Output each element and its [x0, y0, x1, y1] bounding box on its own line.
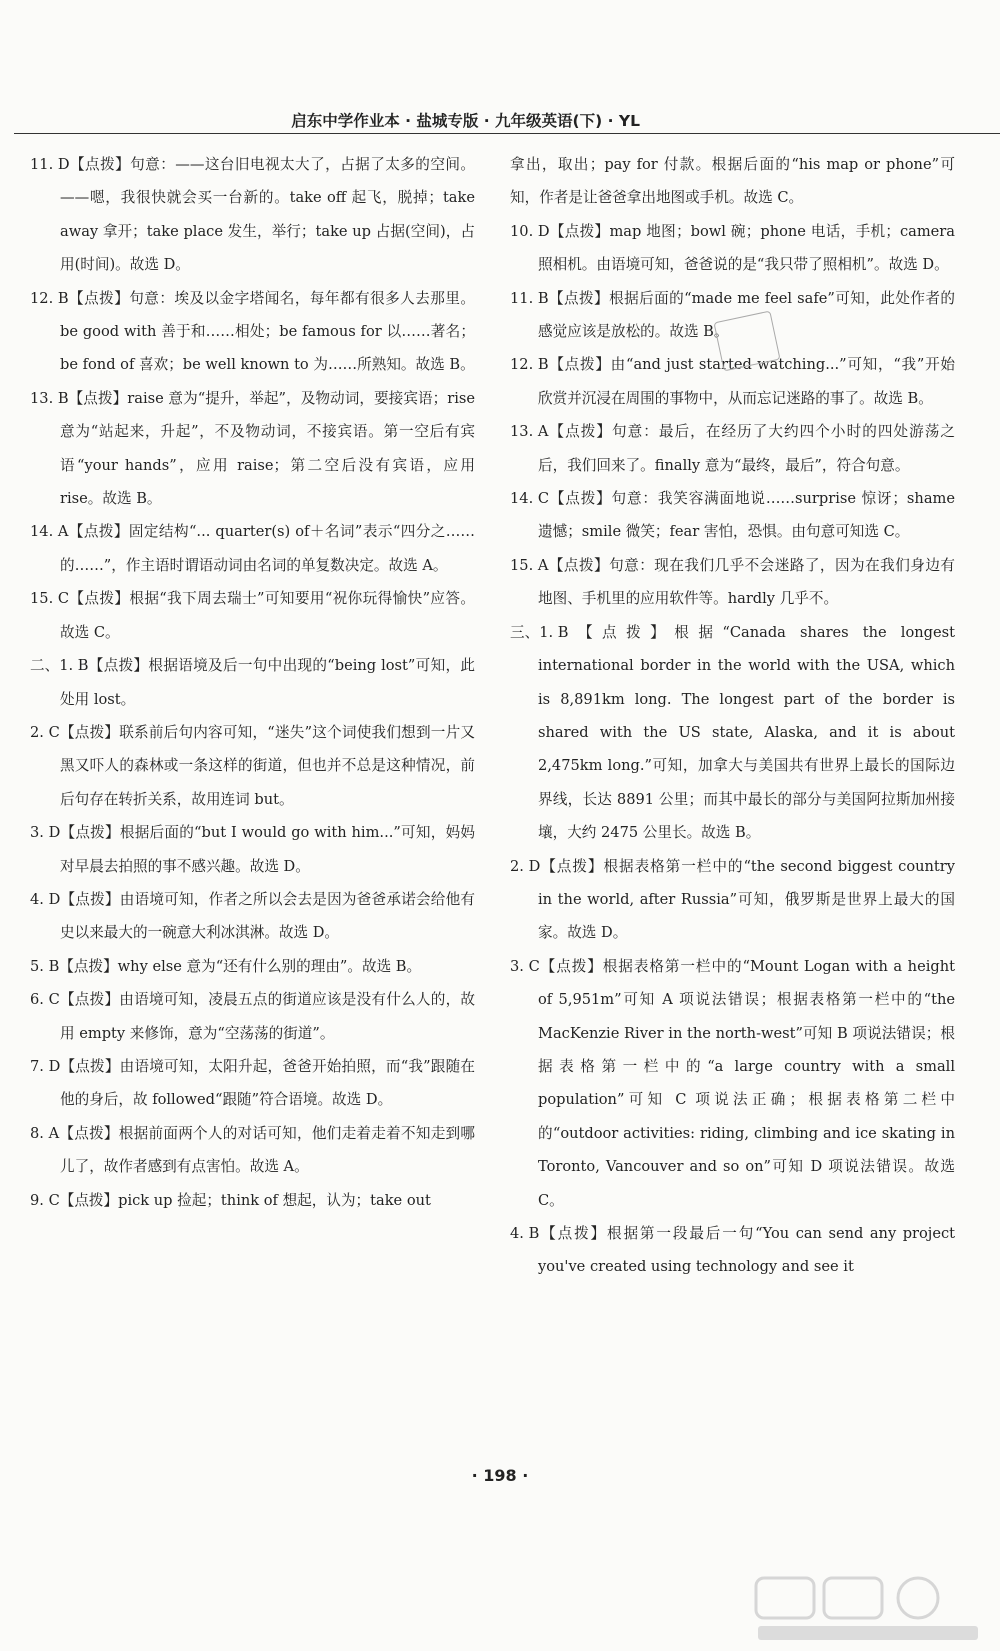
- answer-item: [510, 215, 955, 282]
- answer-text: 【点拨】根据语境及后一句中出现的“being lost”可知，此处用 lost。: [60, 657, 475, 708]
- answer-item: [510, 549, 955, 616]
- answer-number: 二、1. B: [30, 657, 89, 675]
- answer-number: 15. A: [510, 556, 549, 574]
- answer-item: [510, 148, 955, 215]
- answer-number: 14. C: [510, 490, 550, 508]
- answer-item: [30, 1184, 475, 1217]
- answer-item: [510, 950, 955, 1217]
- answer-text: 【点拨】由语境可知，作者之所以会去是因为爸爸承诺会给他有史以来最大的一碗意大利冰淇淋。故选 D。: [60, 890, 475, 942]
- answer-item: [510, 1217, 955, 1284]
- answer-text: 【点拨】根据后面的“made me feel safe”可知，此处作者的感觉应该是放松的。故选 B。: [538, 289, 955, 341]
- answer-number: 14. A: [30, 523, 69, 541]
- answer-number: 3. C: [510, 957, 540, 975]
- answer-text: 【点拨】根据表格第一栏中的“the second biggest country in the world, after Russia”可知，俄罗斯是世界上最大的国家。故选 D。: [538, 857, 955, 942]
- answer-number: 9. C: [30, 1191, 60, 1209]
- answer-number: 4. B: [510, 1225, 540, 1242]
- answer-text: 【点拨】句意：我笑容满面地说……surprise 惊讶；shame 遗憾；smile 微笑；fear 害怕，恐惧。由句意可知选 C。: [538, 490, 955, 541]
- answer-text: 【点拨】根据表格第一栏中的“Mount Logan with a height of 5,951m”可知 A 项说法错误；根据表格第一栏中的“the MacKenzie River in the north-west”可知 B 项说法错误；根据表格第一栏中的“a large country with a small population”可知 C 项说法正确；根据表格第二栏中的“outdoor activities: riding, climbing and ice skating in Toronto, Vancouver and so on”可知 D 项说法错误。故选 C。: [538, 957, 955, 1209]
- answer-item: [30, 1050, 475, 1117]
- answer-item: [510, 415, 955, 482]
- answer-item: [30, 382, 475, 516]
- answer-text: 【点拨】pick up 捡起；think of 想起，认为；take out: [59, 1191, 431, 1209]
- answer-item: [30, 983, 475, 1050]
- answer-text: 【点拨】句意：埃及以金字塔闻名，每年都有很多人去那里。be good with 善于和……相处；be famous for 以……著名；be fond of 喜欢；be well known to 为……所熟知。故选 B。: [60, 289, 475, 374]
- answer-text: 【点拨】根据“Canada shares the longest international border in the world with the USA, which is 8,891km long. The longest part of the border is shared with the US state, Alaska, and it is about 2,475km long.”可知，加拿大与美国共有世界上最长的国际边界线，长达 8891 公里；而其中最长的部分与美国阿拉斯加州接壤，大约 2475 公里长。故选 B。: [538, 623, 955, 842]
- answer-text: 【点拨】根据前面两个人的对话可知，他们走着走着不知走到哪儿了，故作者感到有点害怕。故选 A。: [59, 1124, 475, 1176]
- answer-text: 【点拨】联系前后句内容可知，“迷失”这个词使我们想到一片又黑又吓人的森林或一条这样的街道，但也并不总是这种情况，前后句存在转折关系，故用连词 but。: [59, 723, 475, 808]
- answer-text: 【点拨】句意：最后，在经历了大约四个小时的四处游荡之后，我们回来了。finally 意为“最终，最后”，符合句意。: [538, 423, 955, 474]
- answer-number: 8. A: [30, 1124, 60, 1142]
- answer-item: [30, 582, 475, 649]
- answer-text: 【点拨】根据第一段最后一句“You can send any project you've created using technology and see it: [538, 1225, 955, 1276]
- answer-number: 2. D: [510, 857, 541, 875]
- answer-item: [510, 482, 955, 549]
- answer-item: [30, 816, 475, 883]
- page-number: · 198 ·: [471, 1466, 529, 1485]
- answer-number: 3. D: [30, 824, 61, 842]
- page-header: 启东中学作业本 · 盐城专版 · 九年级英语(下) · YL: [14, 108, 1000, 134]
- answer-number: 12. B: [510, 356, 549, 374]
- answer-item: [510, 850, 955, 950]
- answer-number: 7. D: [30, 1057, 61, 1075]
- answer-item: [30, 1117, 475, 1184]
- answer-number: 11. D: [30, 156, 70, 173]
- answer-text: 【点拨】根据“我下周去瑞士”可知要用“祝你玩得愉快”应答。故选 C。: [60, 590, 475, 641]
- answer-number: 5. B: [30, 957, 60, 975]
- answer-item: [30, 148, 475, 282]
- answer-item: [510, 616, 955, 850]
- answer-text: 【点拨】由语境可知，太阳升起，爸爸开始拍照，而“我”跟随在他的身后，故 followed“跟随”符合语境。故选 D。: [60, 1057, 475, 1109]
- answer-text: 【点拨】why else 意为“还有什么别的理由”。故选 B。: [59, 957, 422, 975]
- answer-text: 【点拨】map 地图；bowl 碗；phone 电话，手机；camera 照相机。由语境可知，爸爸说的是“我只带了照相机”。故选 D。: [538, 222, 955, 274]
- answer-item: [30, 950, 475, 983]
- answer-text: 【点拨】由语境可知，凌晨五点的街道应该是没有什么人的，故用 empty 来修饰，意为“空荡荡的街道”。: [59, 991, 475, 1042]
- left-column: [30, 148, 475, 1217]
- answer-item: [30, 883, 475, 950]
- answer-number: 三、1. B: [510, 623, 569, 641]
- watermark-logo: [748, 1574, 988, 1644]
- answer-number: 10. D: [510, 222, 550, 240]
- answer-text: 【点拨】由“and just started watching...”可知，“我”开始欣赏并沉浸在周围的事物中，从而忘记迷路的事了。故选 B。: [538, 356, 955, 407]
- answer-text: 【点拨】raise 意为“提升，举起”，及物动词，要接宾语；rise 意为“站起来，升起”，不及物动词，不接宾语。第一空后有宾语“your hands”，应用 raise；第二空后没有宾语，应用 rise。故选 B。: [60, 389, 475, 508]
- answer-text: 【点拨】句意：——这台旧电视太大了，占据了太多的空间。——嗯，我很快就会买一台新的。take off 起飞，脱掉；take away 拿开；take place 发生，举行；take up 占据(空间)，占用(时间)。故选 D。: [60, 156, 475, 274]
- answer-number: 11. B: [510, 289, 549, 307]
- answer-number: 13. A: [510, 423, 549, 441]
- answer-text: 【点拨】根据后面的“but I would go with him...”可知，妈妈对早晨去拍照的事不感兴趣。故选 D。: [60, 824, 475, 875]
- answer-text: 拿出，取出；pay for 付款。根据后面的“his map or phone”可知，作者是让爸爸拿出地图或手机。故选 C。: [510, 156, 955, 207]
- answer-number: 15. C: [30, 590, 70, 608]
- answer-number: 4. D: [30, 890, 61, 908]
- answer-number: 13. B: [30, 389, 69, 407]
- answer-text: 【点拨】固定结构“... quarter(s) of＋名词”表示“四分之……的……”，作主语时谓语动词由名词的单复数决定。故选 A。: [60, 523, 475, 574]
- answer-item: [30, 649, 475, 716]
- answer-text: 【点拨】句意：现在我们几乎不会迷路了，因为在我们身边有地图、手机里的应用软件等。hardly 几乎不。: [538, 556, 955, 608]
- answer-item: [30, 515, 475, 582]
- answer-number: 6. C: [30, 991, 60, 1009]
- answer-number: 12. B: [30, 289, 69, 307]
- answer-number: 2. C: [30, 723, 60, 741]
- answer-item: [30, 716, 475, 816]
- answer-item: [30, 282, 475, 382]
